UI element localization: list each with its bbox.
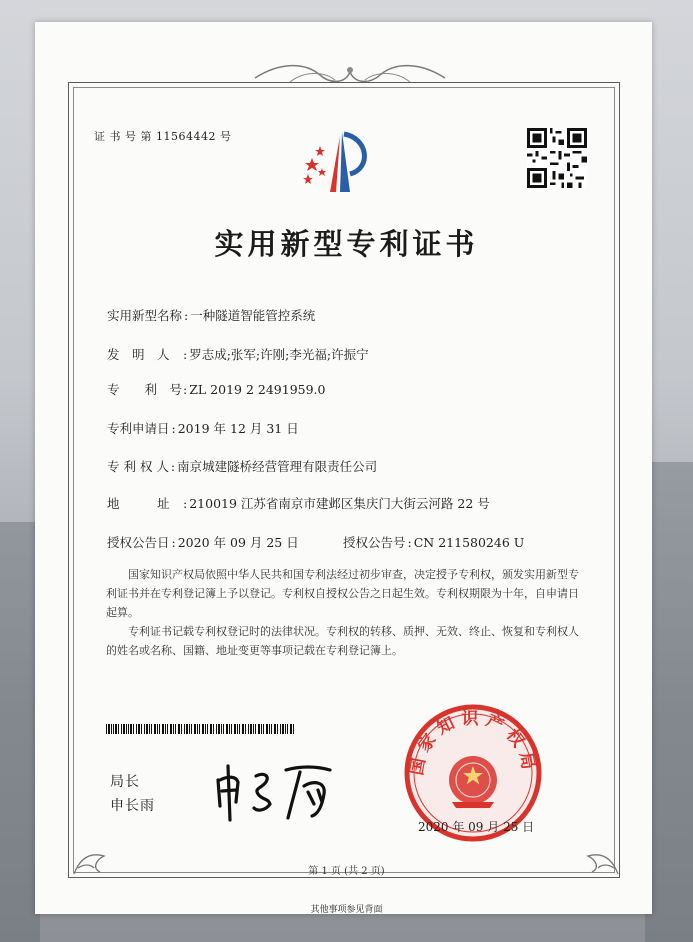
field-value: 罗志成;张军;许刚;李光福;许振宁 — [189, 347, 369, 362]
field-grant-announcement-number: 授权公告号 : CN 211580246 U — [343, 535, 525, 550]
field-application-date: 专利申请日 : 2019 年 12 月 31 日 — [107, 421, 299, 436]
field-value: 一种隧道智能管控系统 — [190, 308, 316, 323]
field-label: 专 利 权 人 — [107, 459, 169, 474]
field-label: 发 明 人 — [107, 347, 170, 362]
field-patentee: 专 利 权 人 : 南京城建隧桥经营管理有限责任公司 — [107, 459, 378, 474]
field-label: 授权公告号 — [343, 535, 406, 550]
background-building — [0, 522, 40, 942]
cnipa-logo-icon — [300, 128, 378, 196]
director-title: 局长 — [110, 774, 140, 790]
field-label: 专利申请日 — [107, 421, 170, 436]
seal-date: 2020 年 09 月 25 日 — [418, 820, 535, 834]
field-value: 2019 年 12 月 31 日 — [177, 421, 299, 436]
field-inventors: 发 明 人 : 罗志成;张军;许刚;李光福;许振宁 — [107, 347, 369, 362]
grant-statement-paragraph: 国家知识产权局依照中华人民共和国专利法经过初步审查，决定授予专利权，颁发实用新型专利证书并在专利登记簿上予以登记。专利权自授权公告之日起生效。专利权期限为十年，自申请日起算。 — [106, 568, 579, 619]
top-ornament-icon — [250, 60, 450, 90]
legal-status-paragraph: 专利证书记载专利权登记时的法律状况。专利权的转移、质押、无效、终止、恢复和专利权人的姓名或名称、国籍、地址变更等事项记载在专利登记簿上。 — [106, 625, 579, 657]
certificate-title: 实用新型专利证书 — [214, 227, 479, 261]
field-value: 2020 年 09 月 25 日 — [177, 535, 299, 550]
field-value: ZL 2019 2 2491959.0 — [189, 382, 326, 397]
certificate-number: 证 书 号 第 11564442 号 — [94, 130, 232, 143]
field-label: 实用新型名称 — [107, 308, 183, 323]
qr-code-icon — [527, 128, 587, 188]
field-utility-model-name: 实用新型名称 : 一种隧道智能管控系统 — [107, 308, 316, 323]
director-signature-icon — [208, 758, 348, 826]
director-name: 申长雨 — [110, 798, 155, 814]
page-number: 第 1 页 (共 2 页) — [308, 866, 385, 877]
field-grant-announcement-date: 授权公告日 : 2020 年 09 月 25 日 — [107, 535, 299, 550]
field-address: 地 址 : 210019 江苏省南京市建邺区集庆门大街云河路 22 号 — [107, 496, 490, 511]
field-label: 地 址 — [107, 496, 170, 511]
seal-text: 国家知识产权局 — [406, 709, 540, 777]
field-value: 210019 江苏省南京市建邺区集庆门大街云河路 22 号 — [189, 496, 490, 511]
field-patent-number: 专 利 号: ZL 2019 2 2491959.0 — [107, 382, 326, 397]
barcode-icon — [106, 724, 296, 734]
footer-note: 其他事项参见背面 — [310, 905, 383, 915]
field-value: 南京城建隧桥经营管理有限责任公司 — [177, 459, 378, 474]
field-value: CN 211580246 U — [413, 535, 525, 550]
field-label: 授权公告日 — [107, 535, 170, 550]
field-label: 专 利 号 — [107, 382, 183, 397]
